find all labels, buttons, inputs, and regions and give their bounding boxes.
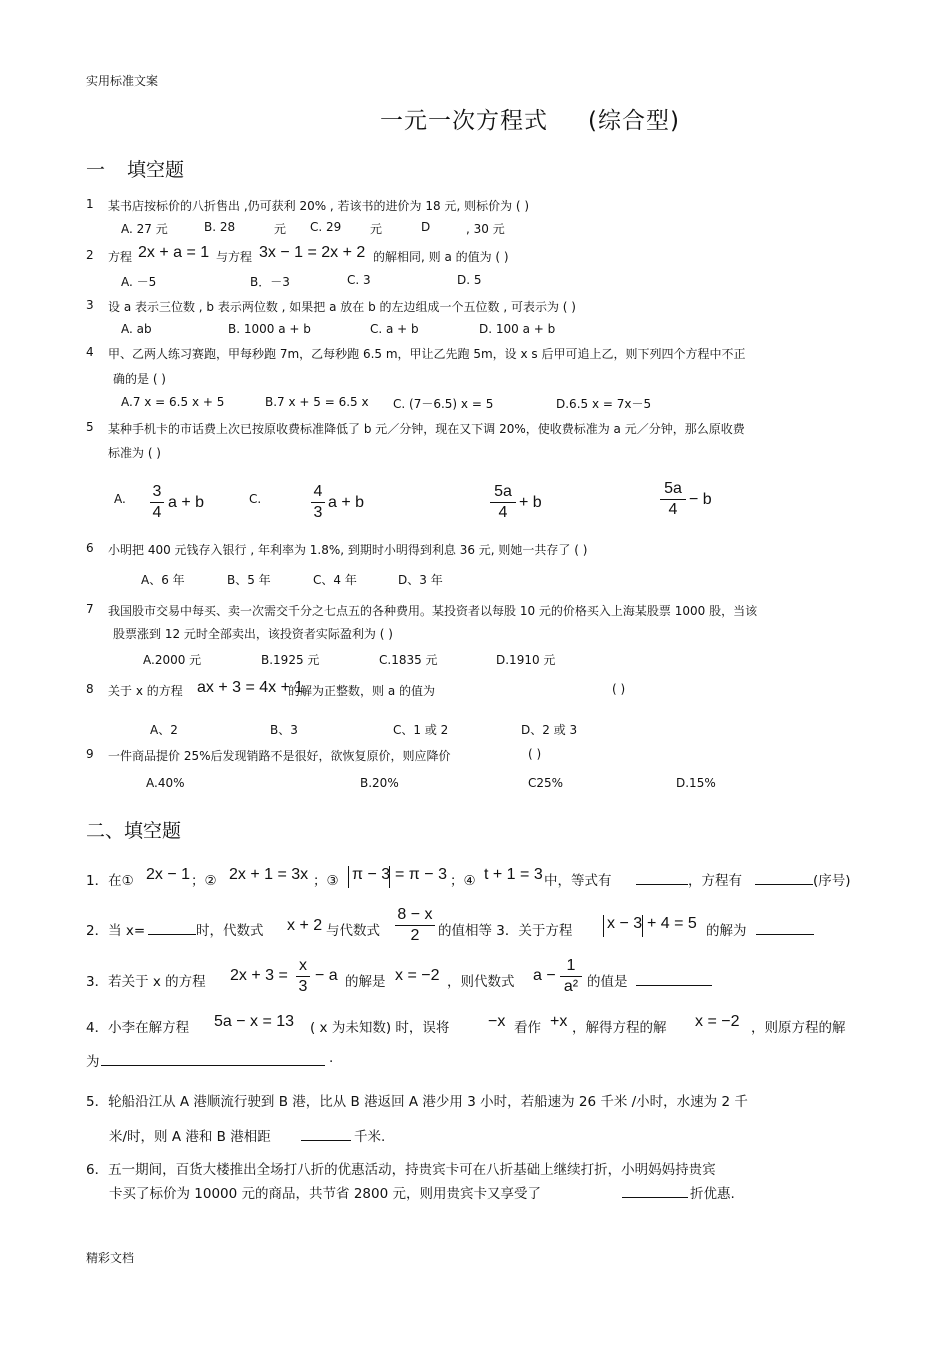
s2-q1-expr-1: 2x − 1 (146, 866, 191, 883)
s2-q3-a: 的解是 (345, 974, 386, 990)
s2-q2-expr-2b: + 4 = 5 (647, 915, 697, 932)
q2-equation-1: 2x + a = 1 (138, 244, 210, 261)
s2-q1-expr-3: π − 3 (352, 866, 391, 883)
q9-number: 9 (86, 747, 94, 761)
s2-q3-pre: 3．若关于 x 的方程 (86, 974, 206, 990)
abs-bar (603, 915, 604, 937)
section2-heading: 二、填空题 (86, 820, 182, 842)
s2-q2-expr-1: x + 2 (287, 917, 323, 934)
q1-option-c: C. 29 (310, 220, 342, 234)
s2-q1-mid: ，方程有 (688, 873, 742, 889)
s2-q4-post: ，则原方程的解 (751, 1020, 846, 1036)
q3-option-c: C. a + b (370, 322, 419, 336)
q5-option-b-fraction: 4 3 (311, 483, 325, 522)
q2-post: 的解相同, 则 a 的值为 ( ) (373, 250, 509, 264)
q9-option-b: B.20% (360, 776, 399, 790)
s2-q4-a: ( x 为未知数) 时，误将 (310, 1020, 450, 1036)
s2-q3-post: 的值是 (587, 974, 628, 990)
q7-option-a: A.2000 元 (143, 653, 202, 667)
q8-option-d: D、2 或 3 (521, 723, 578, 737)
q8-answer-paren: ( ) (612, 682, 626, 696)
q5-option-c-fraction: 5a 4 (490, 483, 516, 522)
q4-text: 甲、乙两人练习赛跑，甲每秒跑 7m，乙每秒跑 6.5 m，甲让乙先跑 5m，设 x s 后甲可追上乙，则下列四个方程中不正 (108, 347, 746, 361)
q3-option-d: D. 100 a + b (479, 322, 556, 336)
page-title: 一元一次方程式 (380, 108, 548, 134)
q9-option-d: D.15% (676, 776, 716, 790)
q5-option-a-label: A. (114, 492, 126, 506)
s2-q3-expr-1b: − a (315, 967, 338, 984)
q1-text: 某书店按标价的八折售出 ,仍可获利 20% , 若该书的进价为 18 元, 则标价为 ( ) (108, 199, 530, 213)
answer-blank[interactable] (755, 884, 813, 885)
s2-q1-pre: 1．在① (86, 873, 134, 889)
q1-option-b-unit: 元 (274, 222, 287, 236)
answer-blank[interactable] (756, 934, 814, 935)
q5-number: 5 (86, 420, 94, 434)
q8-option-b: B、3 (270, 723, 298, 737)
q7-option-b: B.1925 元 (261, 653, 320, 667)
q7-option-c: C.1835 元 (379, 653, 438, 667)
q5-option-d-fraction: 5a 4 (660, 480, 686, 519)
abs-bar (642, 915, 643, 937)
s2-q3-fraction-2: 1 a² (560, 957, 582, 996)
answer-blank[interactable] (636, 985, 712, 986)
s2-q4-c: ，解得方程的解 (572, 1020, 667, 1036)
q9-answer-paren: ( ) (528, 747, 542, 761)
q4-option-c: C. (7－6.5) x = 5 (393, 397, 494, 411)
s2-q2-fraction: 8 − x 2 (395, 906, 435, 945)
s2-q1-post: 中，等式有 (544, 873, 612, 889)
q6-text: 小明把 400 元钱存入银行 , 年利率为 1.8%, 到期时小明得到利息 36 元, 则她一共存了 ( ) (108, 543, 588, 557)
q5-option-a-rest: a + b (168, 494, 205, 511)
q7-number: 7 (86, 602, 94, 616)
q4-option-a: A.7 x = 6.5 x + 5 (121, 395, 225, 409)
q4-option-d: D.6.5 x = 7x－5 (556, 397, 652, 411)
q1-option-a: A. 27 元 (121, 222, 168, 236)
s2-q2-b: 与代数式 (326, 923, 380, 939)
s2-q2-pre: 2．当 x= (86, 923, 146, 939)
s2-q4-pre: 4．小李在解方程 (86, 1020, 190, 1036)
s2-q3-expr-2: x = −2 (395, 967, 440, 984)
q3-option-a: A. ab (121, 322, 152, 336)
q3-option-b: B. 1000 a + b (228, 322, 311, 336)
q2-number: 2 (86, 248, 94, 262)
q3-number: 3 (86, 298, 94, 312)
s2-q2-a: 时，代数式 (196, 923, 264, 939)
q6-number: 6 (86, 541, 94, 555)
q4-text-line2: 确的是 ( ) (113, 372, 166, 386)
s2-q4-expr-1: 5a − x = 13 (214, 1013, 295, 1030)
q6-option-c: C、4 年 (313, 573, 357, 587)
q1-option-d-value: , 30 元 (466, 222, 505, 236)
q8-pre: 关于 x 的方程 (108, 684, 183, 698)
q8-equation: ax + 3 = 4x + 1 (197, 679, 304, 696)
q6-option-b: B、5 年 (227, 573, 271, 587)
answer-blank[interactable] (636, 884, 688, 885)
answer-blank[interactable] (148, 934, 196, 935)
q5-option-c-rest: + b (519, 494, 542, 511)
q2-mid: 与方程 (216, 250, 253, 264)
q1-option-d: D (421, 220, 431, 234)
s2-q4-b: 看作 (514, 1020, 541, 1036)
q5-option-a-fraction: 3 4 (150, 483, 164, 522)
q5-option-b-rest: a + b (328, 494, 365, 511)
page-title-suffix: (综合型) (588, 108, 680, 134)
q8-post: 的解为正整数，则 a 的值为 (288, 684, 435, 698)
q9-text: 一件商品提价 25%后发现销路不是很好，欲恢复原价，则应降价 (108, 749, 451, 763)
s2-q4-end: . (329, 1050, 334, 1066)
q7-text-line2: 股票涨到 12 元时全部卖出，该投资者实际盈利为 ( ) (113, 627, 393, 641)
page-footer: 精彩文档 (86, 1251, 135, 1265)
s2-q6-line2a: 卡买了标价为 10000 元的商品，共节省 2800 元，则用贵宾卡又享受了 (109, 1186, 541, 1202)
s2-q5-line2b: 千米. (354, 1129, 386, 1145)
q1-option-b: B. 28 (204, 220, 236, 234)
s2-q5-line2a: 米/时，则 A 港和 B 港相距 (109, 1129, 271, 1145)
q2-option-b: B．－3 (250, 275, 290, 289)
abs-bar (389, 866, 390, 888)
s2-q4-expr-4: x = −2 (695, 1013, 740, 1030)
q8-option-c: C、1 或 2 (393, 723, 449, 737)
s2-q4-expr-2: −x (488, 1013, 506, 1030)
q2-option-c: C. 3 (347, 273, 371, 287)
q2-option-d: D. 5 (457, 273, 482, 287)
q8-option-a: A、2 (150, 723, 178, 737)
answer-blank[interactable] (301, 1140, 351, 1141)
q5-text-line2: 标准为 ( ) (108, 446, 161, 460)
s2-q4-line2: 为 (86, 1054, 100, 1070)
q7-option-d: D.1910 元 (496, 653, 556, 667)
q9-option-c: C25% (528, 776, 564, 790)
q1-number: 1 (86, 197, 94, 211)
q6-option-d: D、3 年 (398, 573, 443, 587)
s2-q2-expr-2: x − 3 (607, 915, 643, 932)
q1-option-c-unit: 元 (370, 222, 383, 236)
s2-q2-post: 的解为 (706, 923, 747, 939)
q8-number: 8 (86, 682, 94, 696)
q2-option-a: A. －5 (121, 275, 157, 289)
s2-q1-expr-2: 2x + 1 = 3x (229, 866, 309, 883)
answer-blank[interactable] (101, 1065, 325, 1066)
s2-q6-text: 6．五一期间，百货大楼推出全场打八折的优惠活动，持贵宾卡可在八折基础上继续打折，小明妈妈持贵宾 (86, 1162, 716, 1178)
s2-q2-c: 的值相等 3．关于方程 (438, 923, 573, 939)
s2-q1-sep-a: ；② (191, 873, 217, 889)
s2-q3-b: ，则代数式 (447, 974, 515, 990)
s2-q4-expr-3: +x (550, 1013, 568, 1030)
s2-q3-expr-3: a − (533, 967, 556, 984)
q5-text: 某种手机卡的市话费上次已按原收费标准降低了 b 元／分钟，现在又下调 20%，使收费标准为 a 元／分钟，那么原收费 (108, 422, 745, 436)
answer-blank[interactable] (622, 1197, 688, 1198)
q4-number: 4 (86, 345, 94, 359)
s2-q3-fraction-1: x 3 (296, 957, 310, 996)
abs-bar (348, 866, 349, 888)
q5-option-c-label: C. (249, 492, 262, 506)
section1-number: 一 (86, 159, 106, 181)
page-header: 实用标准文案 (86, 74, 159, 88)
q2-equation-2: 3x − 1 = 2x + 2 (259, 244, 366, 261)
q7-text: 我国股市交易中每买、卖一次需交千分之七点五的各种费用。某投资者以每股 10 元的价格买入上海某股票 1000 股，当该 (108, 604, 758, 618)
s2-q1-sep-b: ；③ (313, 873, 339, 889)
q9-option-a: A.40% (146, 776, 185, 790)
s2-q5-text: 5．轮船沿江从 A 港顺流行驶到 B 港，比从 B 港返回 A 港少用 3 小时，若船速为 26 千米 /小时，水速为 2 千 (86, 1094, 748, 1110)
s2-q1-expr-3b: = π − 3 (395, 866, 447, 883)
s2-q1-expr-4: t + 1 = 3 (484, 866, 543, 883)
q4-option-b: B.7 x + 5 = 6.5 x (265, 395, 369, 409)
section1-heading: 填空题 (127, 159, 185, 181)
s2-q1-sep-c: ；④ (450, 873, 476, 889)
q3-text: 设 a 表示三位数 , b 表示两位数 , 如果把 a 放在 b 的左边组成一个五位数 , 可表示为 ( ) (108, 300, 576, 314)
q6-option-a: A、6 年 (141, 573, 185, 587)
q5-option-d-rest: − b (689, 491, 712, 508)
q2-pre: 方程 (108, 250, 133, 264)
s2-q3-expr-1: 2x + 3 = (230, 967, 288, 984)
s2-q1-tail: (序号) (813, 873, 851, 889)
s2-q6-line2b: 折优惠. (690, 1186, 735, 1202)
